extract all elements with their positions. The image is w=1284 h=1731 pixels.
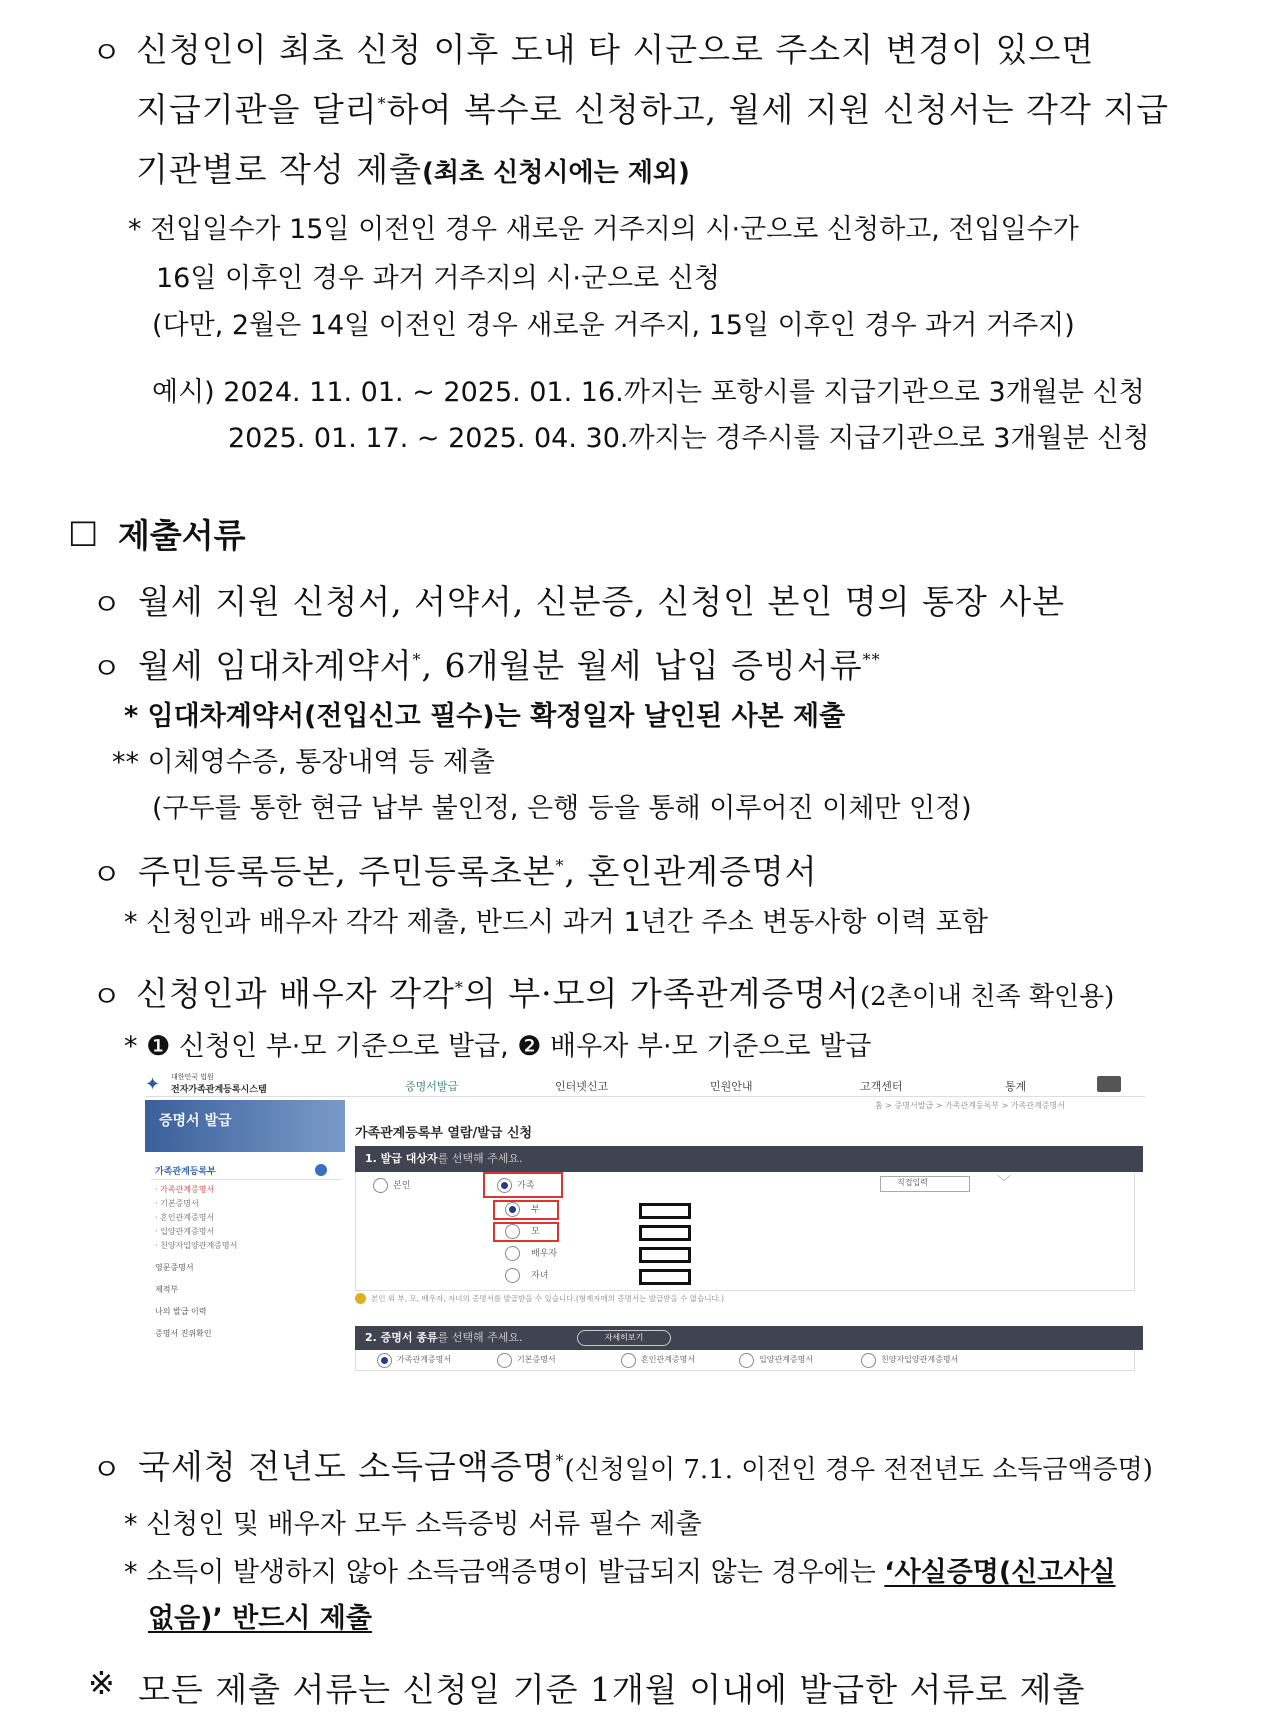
section1-line3b: (최초 신청시에는 제외) (422, 158, 690, 188)
name-blank-spouse (639, 1247, 691, 1263)
doc-item-2-note1: * 임대차계약서(전입신고 필수)는 확정일자 날인된 사본 제출 (124, 701, 846, 732)
label-cert-adoption: 입양관계증명서 (759, 1355, 814, 1364)
bullet-o: ㅇ (92, 652, 121, 687)
doc-item-2-note2: ** 이체영수증, 통장내역 등 제출 (112, 747, 495, 778)
section1-bar-hint: 를 선택해 주세요. (437, 1152, 523, 1165)
section1-note2: 16일 이후인 경우 과거 거주지의 시·군으로 신청 (156, 263, 720, 294)
label-cert-full-adoption: 친양자입양관계증명서 (881, 1355, 959, 1364)
highlight-mother (493, 1222, 559, 1242)
doc-item-1: 월세 지원 신청서, 서약서, 신분증, 신청인 본인 명의 통장 사본 (138, 582, 1065, 621)
doc-item-5 (138, 1441, 1153, 1488)
nav-guide[interactable]: 민원안내 (710, 1080, 753, 1093)
notice-text: 본인 외 부, 모, 배우자, 자녀의 증명서를 발급받을 수 있습니다.(형제자매의 증명서는 발급받을 수 없습니다.) (371, 1294, 725, 1303)
detail-button[interactable]: 자세히보기 (577, 1330, 671, 1346)
section1-line2a: 지급기관을 달리 (136, 90, 378, 129)
side-item-verify[interactable]: 증명서 진위확인 (155, 1329, 212, 1338)
name-blank-child (639, 1269, 691, 1285)
side-head[interactable]: 가족관계등록부 (155, 1167, 216, 1177)
logo-icon: ✦ (145, 1074, 161, 1095)
section1-example2: 2025. 01. 17. ~ 2025. 04. 30.까지는 경주시를 지급기관으로 3개월분 신청 (228, 423, 1150, 454)
doc-item-5b: (신청일이 7.1. 이전인 경우 전전년도 소득금액증명) (564, 1455, 1153, 1485)
label-family: 가족 (517, 1181, 535, 1191)
menu-icon[interactable] (1097, 1076, 1121, 1092)
label-child: 자녀 (531, 1271, 549, 1281)
nav-support[interactable]: 고객센터 (860, 1080, 903, 1093)
side-item-family[interactable]: · 가족관계증명서 (155, 1185, 215, 1194)
section1-line3 (136, 144, 690, 191)
section1-line2 (136, 84, 1169, 131)
radio-cert-basic[interactable] (497, 1353, 512, 1368)
page-title: 가족관계등록부 열람/발급 신청 (355, 1126, 533, 1141)
section1-line2-star: * (377, 94, 387, 113)
side-item-basic[interactable]: · 기본증명서 (155, 1199, 199, 1208)
radio-mother[interactable] (505, 1224, 520, 1239)
doc-item-4c: (2촌이내 친족 확인용) (860, 982, 1115, 1012)
label-self: 본인 (393, 1181, 411, 1191)
doc-item-5-note2c: 없음)’ 반드시 제출 (148, 1603, 372, 1634)
section1-line1: 신청인이 최초 신청 이후 도내 타 시군으로 주소지 변경이 있으면 (136, 30, 1095, 69)
doc-item-4 (136, 968, 1114, 1015)
highlight-father (493, 1200, 559, 1220)
doc-item-2 (138, 640, 881, 687)
label-cert-family: 가족관계증명서 (397, 1355, 452, 1364)
radio-spouse[interactable] (505, 1246, 520, 1261)
doc-item-4-note: * ❶ 신청인 부·모 기준으로 발급, ❷ 배우자 부·모 기준으로 발급 (124, 1031, 872, 1062)
section2-bar (355, 1326, 1143, 1350)
section1-bar (355, 1146, 1143, 1172)
radio-cert-adoption[interactable] (739, 1353, 754, 1368)
doc-item-3-star: * (555, 856, 565, 875)
doc-item-2b: , 6개월분 월세 납입 증빙서류 (421, 646, 863, 685)
label-spouse: 배우자 (531, 1249, 558, 1259)
bullet-o: ㅇ (92, 588, 121, 623)
doc-item-4a: 신청인과 배우자 각각 (136, 974, 455, 1013)
side-item-removed[interactable]: 제적부 (155, 1285, 179, 1294)
doc-item-5-note2a: * 소득이 발생하지 않아 소득금액증명이 발급되지 않는 경우에는 (124, 1557, 885, 1588)
name-blank-mother (639, 1225, 691, 1241)
radio-cert-family[interactable] (377, 1353, 392, 1368)
doc-item-3a: 주민등록등본, 주민등록초본 (138, 852, 556, 891)
logo-line2: 전자가족관계등록시스템 (171, 1085, 267, 1095)
label-cert-marriage: 혼인관계증명서 (641, 1355, 696, 1364)
doc-item-5a: 국세청 전년도 소득금액증명 (138, 1447, 556, 1486)
bullet-o: ㅇ (92, 858, 121, 893)
section2-bar-hint: 를 선택해 주세요. (437, 1331, 523, 1344)
section1-line2b: 하여 복수로 신청하고, 월세 지원 신청서는 각각 지급 (386, 90, 1169, 129)
logo-line1: 대한민국 법원 (171, 1073, 214, 1081)
side-item-english[interactable]: 영문증명서 (155, 1263, 194, 1272)
radio-self[interactable] (373, 1178, 388, 1193)
bullet-o: ㅇ (92, 36, 121, 71)
radio-father[interactable] (505, 1202, 520, 1217)
doc-item-2a: 월세 임대차계약서 (138, 646, 413, 685)
section1-bar-title: 1. 발급 대상자 (365, 1152, 438, 1165)
doc-item-3b: , 혼인관계증명서 (564, 852, 818, 891)
section1-note1: * 전입일수가 15일 이전인 경우 새로운 거주지의 시·군으로 신청하고, 전입일수가 (128, 214, 1079, 245)
doc-item-5-note2 (124, 1550, 1116, 1589)
radio-child[interactable] (505, 1268, 520, 1283)
doc-item-3 (138, 846, 818, 893)
radio-family[interactable] (497, 1178, 512, 1193)
section1-line3a: 기관별로 작성 제출 (136, 150, 423, 189)
side-item-marriage[interactable]: · 혼인관계증명서 (155, 1213, 215, 1222)
side-item-adoption[interactable]: · 입양관계증명서 (155, 1227, 215, 1236)
breadcrumb: 홈 > 증명서발급 > 가족관계등록부 > 가족관계증명서 (875, 1101, 1065, 1110)
notice-icon (355, 1293, 366, 1304)
doc-item-4b: 의 부·모의 가족관계증명서 (463, 974, 861, 1013)
label-mother: 모 (531, 1227, 540, 1237)
radio-cert-full-adoption[interactable] (861, 1353, 876, 1368)
section1-panel (355, 1172, 1135, 1291)
doc-item-4-star: * (454, 978, 464, 997)
radio-cert-marriage[interactable] (621, 1353, 636, 1368)
doc-item-5-star: * (555, 1451, 565, 1470)
label-cert-basic: 기본증명서 (517, 1355, 556, 1364)
section1-note3: (다만, 2월은 14일 이전인 경우 새로운 거주지, 15일 이후인 경우 과거 거주지) (152, 310, 1075, 341)
side-banner-text: 증명서 발급 (159, 1113, 232, 1129)
doc-item-2-star: * (412, 650, 422, 669)
direct-input-label: 직접입력 (897, 1178, 928, 1187)
side-item-full-adoption[interactable]: · 친양자입양관계증명서 (155, 1241, 238, 1250)
final-note: 모든 제출 서류는 신청일 기준 1개월 이내에 발급한 서류로 제출 (138, 1670, 1086, 1709)
label-father: 부 (531, 1205, 540, 1215)
doc-item-3-note: * 신청인과 배우자 각각 제출, 반드시 과거 1년간 주소 변동사항 이력 포함 (124, 907, 988, 938)
embedded-screenshot (145, 1068, 1145, 1413)
side-item-history[interactable]: 나의 발급 이력 (155, 1307, 207, 1316)
nav-stats[interactable]: 통계 (1005, 1080, 1027, 1093)
reference-mark: ※ (88, 1664, 115, 1702)
side-toggle-icon[interactable] (315, 1164, 327, 1176)
nav-report[interactable]: 인터넷신고 (555, 1080, 609, 1093)
bullet-o: ㅇ (92, 980, 121, 1015)
doc-item-2-note3: (구두를 통한 현금 납부 불인정, 은행 등을 통해 이루어진 이체만 인정) (152, 793, 972, 824)
doc-item-5-note1: * 신청인 및 배우자 모두 소득증빙 서류 필수 제출 (124, 1509, 702, 1540)
doc-item-5-note2b: ‘사실증명(신고사실 (884, 1557, 1116, 1588)
section-title: 제출서류 (118, 516, 246, 555)
chevron-down-icon[interactable]: ﹀ (997, 1175, 1011, 1191)
nav-cert[interactable]: 증명서발급 (405, 1080, 459, 1093)
doc-item-2-star2: ** (862, 650, 881, 669)
section2-bar-title: 2. 증명서 종류 (365, 1331, 438, 1344)
section-checkbox: □ (68, 512, 99, 550)
section1-example1: 예시) 2024. 11. 01. ~ 2025. 01. 16.까지는 포항시를 지급기관으로 3개월분 신청 (152, 377, 1145, 408)
side-divider (151, 1179, 341, 1180)
nav-divider (145, 1096, 1145, 1097)
bullet-o: ㅇ (92, 1453, 121, 1488)
name-blank-father (639, 1203, 691, 1219)
